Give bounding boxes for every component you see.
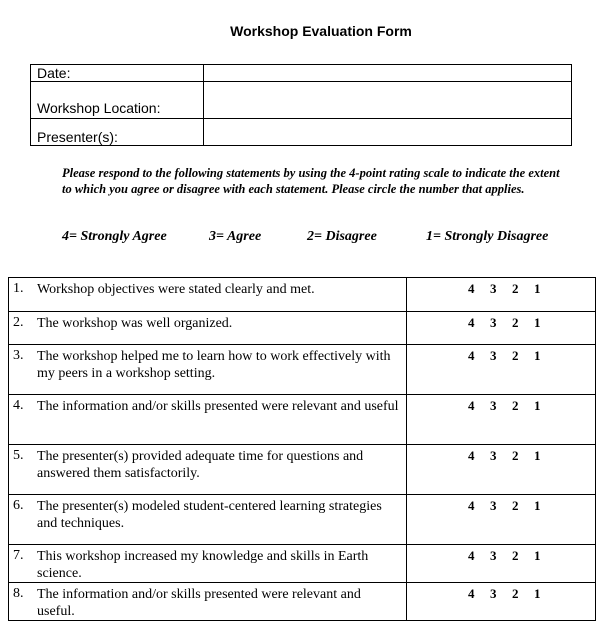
- info-row-location: [31, 82, 572, 119]
- presenter-label: Presenter(s):: [31, 119, 204, 146]
- statement-text: Workshop objectives were stated clearly and met.: [37, 282, 315, 297]
- rating-cell: [407, 583, 596, 621]
- statement-cell: [9, 312, 407, 345]
- rating-option[interactable]: 1: [534, 281, 541, 296]
- table-row: [9, 583, 596, 621]
- rating-option[interactable]: 4: [468, 448, 475, 463]
- statement-number: 7.: [13, 548, 24, 563]
- rating-option[interactable]: 4: [468, 398, 475, 413]
- statements-table: [8, 277, 596, 621]
- instructions: Please respond to the following statements by using the 4-point rating scale to indicate the extent to which you agree or disagree with each statement. Please circle the number that applies.: [62, 166, 560, 196]
- statement-text: The presenter(s) provided adequate time for questions and answered them satisfactorily.: [37, 449, 364, 481]
- rating-option[interactable]: 3: [490, 348, 497, 363]
- rating-option[interactable]: 4: [468, 315, 475, 330]
- table-row: [9, 312, 596, 345]
- rating-cell: [407, 345, 596, 395]
- location-field[interactable]: [204, 82, 572, 119]
- table-row: [9, 495, 596, 545]
- statement-text: The workshop helped me to learn how to work effectively with my peers in a workshop setting.: [37, 349, 391, 381]
- rating-option[interactable]: 3: [490, 548, 497, 563]
- rating-option[interactable]: 1: [534, 498, 541, 513]
- info-row-date: [31, 65, 572, 82]
- rating-cell: [407, 278, 596, 312]
- rating-option[interactable]: 3: [490, 398, 497, 413]
- rating-option[interactable]: 3: [490, 586, 497, 601]
- rating-option[interactable]: 4: [468, 548, 475, 563]
- statement-number: 2.: [13, 315, 24, 330]
- rating-option[interactable]: 2: [512, 548, 519, 563]
- rating-option[interactable]: 1: [534, 315, 541, 330]
- rating-option[interactable]: 1: [534, 348, 541, 363]
- table-row: [9, 395, 596, 445]
- statement-text: The workshop was well organized.: [37, 316, 233, 331]
- rating-option[interactable]: 3: [490, 315, 497, 330]
- rating-option[interactable]: 4: [468, 348, 475, 363]
- statement-cell: [9, 278, 407, 312]
- scale-strongly-disagree: 1= Strongly Disagree: [426, 229, 549, 244]
- rating-option[interactable]: 1: [534, 586, 541, 601]
- table-row: [9, 278, 596, 312]
- statement-number: 6.: [13, 498, 24, 513]
- table-row: [9, 345, 596, 395]
- rating-cell: [407, 395, 596, 445]
- scale-agree: 3= Agree: [209, 229, 262, 244]
- info-table: [30, 64, 572, 146]
- rating-option[interactable]: 2: [512, 315, 519, 330]
- rating-option[interactable]: 2: [512, 281, 519, 296]
- statement-cell: [9, 345, 407, 395]
- date-field[interactable]: [204, 65, 572, 82]
- statement-number: 8.: [13, 586, 24, 601]
- form-title: Workshop Evaluation Form: [230, 23, 412, 39]
- statement-text: This workshop increased my knowledge and skills in Earth science.: [37, 549, 369, 581]
- statement-number: 1.: [13, 281, 24, 296]
- statement-text: The information and/or skills presented were relevant and useful.: [37, 587, 361, 619]
- rating-option[interactable]: 1: [534, 448, 541, 463]
- statement-cell: [9, 445, 407, 495]
- statement-number: 3.: [13, 348, 24, 363]
- rating-option[interactable]: 4: [468, 281, 475, 296]
- rating-option[interactable]: 2: [512, 448, 519, 463]
- presenter-field[interactable]: [204, 119, 572, 146]
- rating-option[interactable]: 4: [468, 586, 475, 601]
- date-label: Date:: [31, 65, 204, 82]
- rating-option[interactable]: 2: [512, 348, 519, 363]
- statement-cell: [9, 395, 407, 445]
- rating-cell: [407, 445, 596, 495]
- statement-text: The information and/or skills presented were relevant and useful: [37, 399, 399, 414]
- statement-number: 5.: [13, 448, 24, 463]
- rating-option[interactable]: 4: [468, 498, 475, 513]
- rating-option[interactable]: 2: [512, 586, 519, 601]
- statement-number: 4.: [13, 398, 24, 413]
- scale-disagree: 2= Disagree: [307, 229, 377, 244]
- table-row: [9, 545, 596, 583]
- info-row-presenter: [31, 119, 572, 146]
- statement-cell: [9, 545, 407, 583]
- rating-option[interactable]: 3: [490, 281, 497, 296]
- rating-option[interactable]: 2: [512, 398, 519, 413]
- statement-text: The presenter(s) modeled student-centered learning strategies and techniques.: [37, 499, 382, 531]
- rating-option[interactable]: 1: [534, 398, 541, 413]
- rating-option[interactable]: 2: [512, 498, 519, 513]
- rating-option[interactable]: 3: [490, 448, 497, 463]
- rating-cell: [407, 495, 596, 545]
- location-label: Workshop Location:: [31, 82, 204, 119]
- rating-cell: [407, 312, 596, 345]
- statement-cell: [9, 495, 407, 545]
- rating-option[interactable]: 3: [490, 498, 497, 513]
- table-row: [9, 445, 596, 495]
- statement-cell: [9, 583, 407, 621]
- scale-strongly-agree: 4= Strongly Agree: [62, 229, 167, 244]
- rating-option[interactable]: 1: [534, 548, 541, 563]
- rating-cell: [407, 545, 596, 583]
